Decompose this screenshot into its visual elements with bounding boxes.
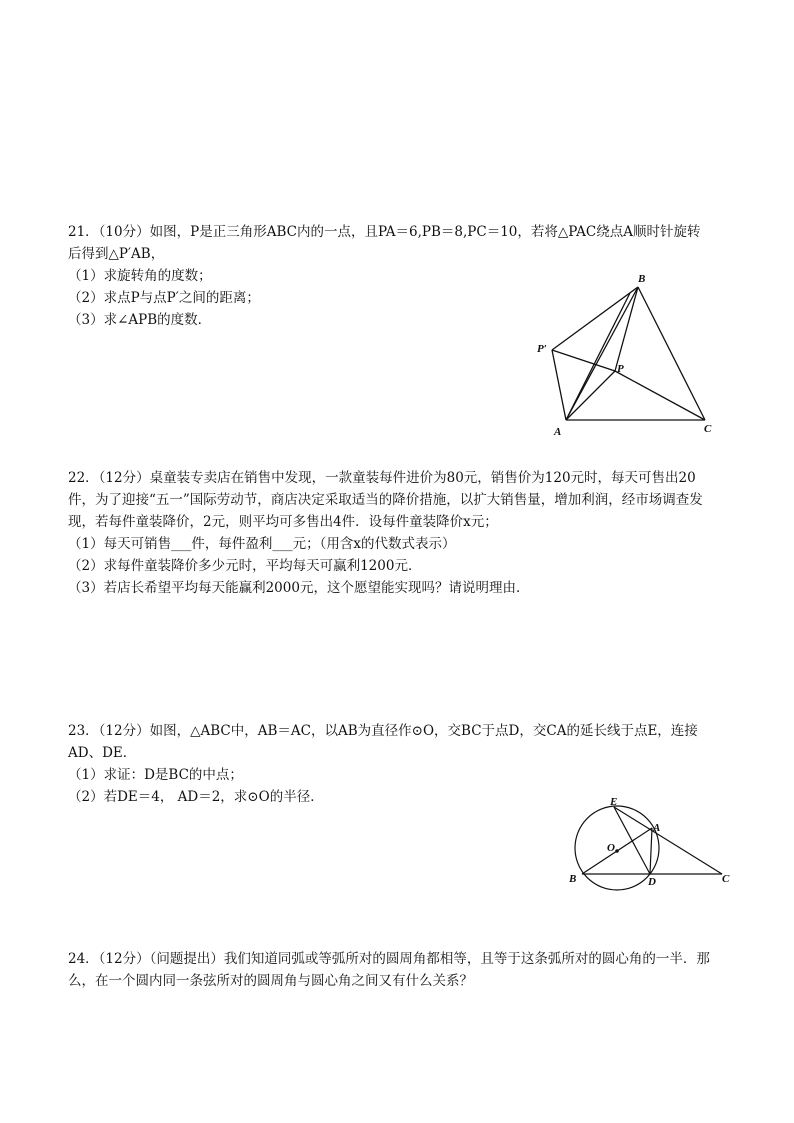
- segment-ab: [566, 287, 638, 420]
- segment-p-prime-a: [552, 350, 566, 420]
- q23-sub-2: （2）若DE＝4， AD＝2，求⊙O的半径．: [68, 789, 324, 805]
- segment-ad: [650, 828, 652, 874]
- q22-sub-2: （2）求每件童装降价多少元时，平均每天可赢利1200元．: [68, 558, 422, 574]
- q21-line-1: 21．（10分）如图，P是正三角形ABC内的一点，且PA＝6,PB＝8,PC＝10，若将△PAC绕点A顺时针旋转: [68, 224, 701, 240]
- q21-sub-2: （2）求点P与点P′之间的距离；: [68, 290, 260, 306]
- q22-line-3: 现，若每件童装降价，2元，则平均可多售出4件．设每件童装降价x元；: [68, 514, 498, 530]
- q23-figure: [560, 795, 740, 895]
- segment-bc: [638, 287, 705, 420]
- q22-sub-3: （3）若店长希望平均每天能赢利2000元，这个愿望能实现吗？请说明理由．: [68, 580, 530, 596]
- label-p-prime: P′: [537, 343, 547, 355]
- label-p: P: [617, 363, 624, 375]
- segment-p-prime-b: [552, 287, 638, 350]
- q23-line-1: 23．（12分）如图，△ABC中，AB＝AC，以AB为直径作⊙O，交BC于点D，交CA的延长线于点E，连接: [68, 723, 698, 739]
- segment-pc: [615, 371, 705, 420]
- label-d: D: [648, 876, 656, 888]
- label-b: B: [569, 873, 577, 885]
- label-b: B: [638, 273, 646, 285]
- q23-sub-1: （1）求证：D是BC的中点；: [68, 767, 243, 783]
- label-a: A: [554, 426, 562, 438]
- question-24: [68, 948, 730, 992]
- segment-ec: [614, 807, 722, 874]
- segment-p-p-prime: [552, 350, 615, 371]
- q21-line-2: 后得到△P′AB，: [68, 246, 165, 262]
- label-e: E: [610, 796, 618, 808]
- q22-line-2: 件，为了迎接“五一”国际劳动节，商店决定采取适当的降价措施，以扩大销售量，增加利润，经市场调查发: [68, 492, 703, 508]
- q21-sub-3: （3）求∠APB的度数．: [68, 312, 212, 328]
- q24-line-1: 24．（12分）（问题提出）我们知道同弧或等弧所对的圆周角都相等，且等于这条弧所对的圆心角的一半．那: [68, 951, 710, 967]
- label-c: C: [722, 873, 730, 885]
- q22-sub-1: （1）每天可销售___件，每件盈利___元；（用含x的代数式表示）: [68, 536, 456, 552]
- label-a: A: [653, 822, 661, 834]
- segment-pa: [566, 371, 615, 420]
- q22-line-1: 22．（12分）桌童装专卖店在销售中发现，一款童装每件进价为80元，销售价为120元时，每天可售出20: [68, 470, 696, 486]
- label-c: C: [704, 423, 712, 435]
- q23-line-2: AD、DE．: [68, 745, 137, 761]
- label-o: O: [607, 842, 615, 854]
- center-point-o: [615, 849, 619, 853]
- q24-line-2: 么，在一个圆内同一条弦所对的圆周角与圆心角之间又有什么关系？: [68, 973, 473, 989]
- q21-sub-1: （1）求旋转角的度数；: [68, 268, 212, 284]
- circle-o: [575, 806, 659, 890]
- q21-figure: [530, 268, 720, 443]
- question-22: [68, 467, 730, 599]
- segment-a-b-inner: [566, 293, 630, 420]
